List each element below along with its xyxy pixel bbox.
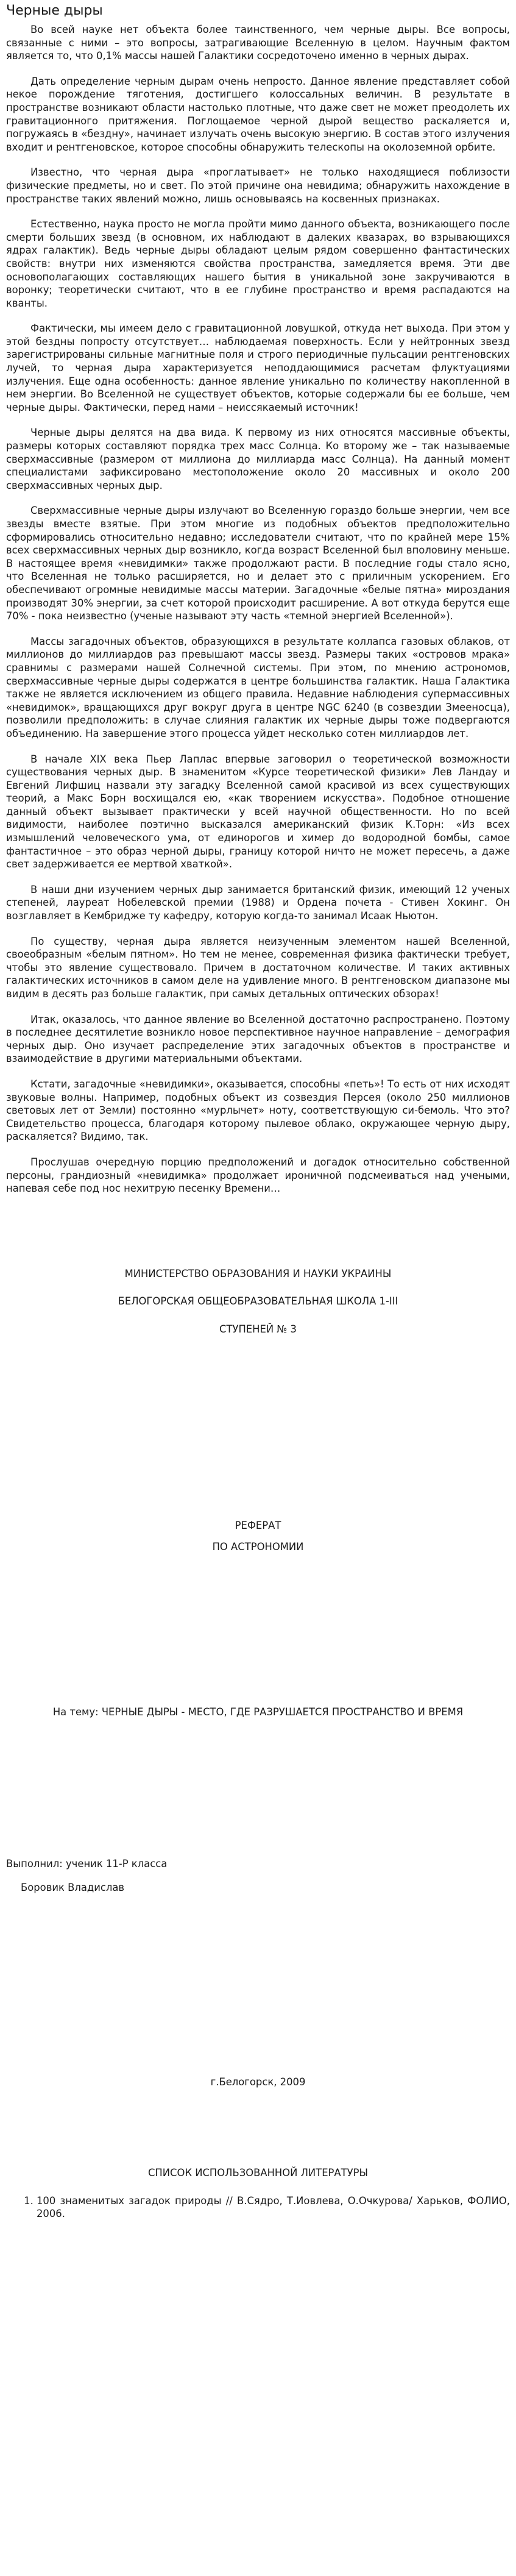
paragraph: По существу, черная дыра является неизученным элементом нашей Вселенной, своеобразным «белым пятном». Но тем не менее, современная физика фактически требует, чтобы это явление существовало. Причем в достаточном количестве. И таких активных галактических источников в самом деле на удивление много. В рентгеновском диапазоне мы видим в десять раз больше галактик, при самых детальных оптических обзорах! [6,935,510,1000]
report-heading [6,1519,510,1554]
author-line: Выполнил: ученик 11-Р класса [6,1857,168,1870]
report-topic: На тему: ЧЕРНЫЕ ДЫРЫ - МЕСТО, ГДЕ РАЗРУШАЕТСЯ ПРОСТРАНСТВО И ВРЕМЯ [52,1706,464,1718]
paragraph: Известно, что черная дыра «проглатывает» не только находящиеся поблизости физические предметы, но и свет. По этой причине она невидима; обнаружить нахождение в пространстве таких явлений можно, лишь основываясь на косвенных признаках. [6,166,510,205]
school-name: БЕЛОГОРСКАЯ ОБЩЕОБРАЗОВАТЕЛЬНАЯ ШКОЛА 1-III [118,1295,398,1308]
article-body [6,23,510,1195]
paragraph: Естественно, наука просто не могла пройти мимо данного объекта, возникающего после смерти больших звезд (в основном, их наблюдают в далеких квазарах, во взрывающихся ядрах галактик). Ведь черные дыры обладают целым рядом совершенно фантастических свойств: внутри них изменяются свойства пространства, замедляется время. Эти две основополагающих составляющих нашего бытия в уникальной зоне закручиваются в воронку; теоретически считают, что в ее глубине пространство и время распадаются на кванты. [6,218,510,309]
paragraph: Кстати, загадочные «невидимки», оказывается, способны «петь»! То есть от них исходят звуковые волны. Например, подобных объект из созвездия Персея (около 250 миллионов световых лет от Земли) постоянно «мурлычет» ноту, соответствующую си-бемоль. Что это? Свидетельство процесса, благодаря которому пылевое облако, окружающее черную дыру, раскаляется? Видимо, так. [6,1078,510,1143]
paragraph: Дать определение черным дырам очень непросто. Данное явление представляет собой некое порождение тяготения, достигшего колоссальных величин. В результате в пространстве возникают области настолько плотные, что даже свет не может преодолеть их гравитационного притяжения. Поглощаемое черной дырой вещество раскаляется и, погружаясь в «бездну», начинает излучать очень высокую энергию. В состав этого излучения входит и рентгеновское, которое способны обнаружить телескопы на околоземной орбите. [6,75,510,153]
paragraph: Массы загадочных объектов, образующихся в результате коллапса газовых облаков, от миллионов до миллиардов раз превышают массы звезд. Размеры таких «островов мрака» сравнимы с размерами нашей Солнечной системы. При этом, по мнению астрономов, сверхмассивные черные дыры содержатся в центре большинства галактик. Наша Галактика также не является исключением из общего правила. Недавние наблюдения супермассивных «невидимок», вращающихся друг вокруг друга в центре NGC 6240 (в созвездии Змееносца), позволили предположить: в случае слияния галактик их черные дыры тоже подвергаются объединению. На завершение этого процесса уйдет несколько сотен миллиардов лет. [6,635,510,739]
paragraph: В наши дни изучением черных дыр занимается британский физик, имеющий 12 ученых степеней, лауреат Нобелевской премии (1988) и Ордена почета - Стивен Хокинг. Он возглавляет в Кембридже ту кафедру, которую когда-то занимал Исаак Ньютон. [6,883,510,922]
title-page-header [6,1267,510,1336]
ministry-name: МИНИСТЕРСТВО ОБРАЗОВАНИЯ И НАУКИ УКРАИНЫ [124,1267,392,1279]
author-block [6,1858,510,1893]
city-year: г.Белогорск, 2009 [210,2076,306,2088]
paragraph: Прослушав очередную порцию предположений и догадок относительно собственной персоны, грандиозный «невидимка» продолжает ироничной подсмеиваться над учеными, напевая себе под нос нехитрую песенку Времени… [6,1156,510,1195]
paragraph: Черные дыры делятся на два вида. К первому из них относятся массивные объекты, размеры которых составляют порядка трех масс Солнца. Ко второму же – так называемые сверхмассивные (размером от миллиона до миллиарда масс Солнца). На данный момент специалистами зафиксировано местоположение около 20 массивных и около 200 сверхмассивных черных дыр. [6,427,510,491]
author-name: Боровик Владислав [21,1881,125,1893]
report-subject: ПО АСТРОНОМИИ [212,1541,304,1553]
paragraph: Во всей науке нет объекта более таинственного, чем черные дыры. Все вопросы, связанные с ними – это вопросы, затрагивающие Вселенную в целом. Научным фактом является то, что 0,1% массы нашей Галактики сосредоточено именно в черных дырах. [6,24,510,62]
paragraph: Итак, оказалось, что данное явление во Вселенной достаточно распространено. Поэтому в последнее десятилетие возникло новое перспективное научное направление – демография черных дыр. Оно изучает распределение этих загадочных объектов в пространстве и взаимодействие в другими материальными объектами. [6,1013,510,1065]
references-list [6,2194,510,2221]
school-level: СТУПЕНЕЙ № 3 [219,1323,297,1335]
paragraph: Фактически, мы имеем дело с гравитационной ловушкой, откуда нет выхода. При этом у этой бездны попросту отсутствует… наблюдаемая поверхность. Если у нейтронных звезд зарегистрированы сильные магнитные поля и строго периодичные пульсации рентгеновских лучей, то черная дыра характеризуется неподдающимися расчетам флуктуациями излучения. Еще одна особенность: данное явление уникально по количеству накопленной в нем энергии. Во Вселенной не существует объектов, которые содержали бы ее больше, чем черные дыры. Фактически, перед нами – неиссякаемый источник! [6,322,510,413]
reference-item: 1. 100 знаменитых загадок природы // В.Сядро, Т.Иовлева, О.Очкурова/ Харьков, ФОЛИО, 2006. [37,2194,510,2221]
document-title: Черные дыры [6,3,103,18]
references-title: СПИСОК ИСПОЛЬЗОВАННОЙ ЛИТЕРАТУРЫ [147,2166,368,2179]
paragraph: В начале XIX века Пьер Лаплас впервые заговорил о теоретической возможности существования черных дыр. В знаменитом «Курсе теоретической физики» Лев Ландау и Евгений Лифшиц назвали эту загадку Вселенной самой красивой из всех существующих теорий, а Макс Борн восхищался ею, «как творением искусства». Подобное отношение данный объект вызывает практически у всей научной общественности. Но по всей видимости, наиболее поэтично высказался американский физик К.Торн: «Из всех измышлений человеческого ума, от единорогов и химер до водородной бомбы, самое фантастичное – это образ черной дыры, границу которой ничто не может пересечь, а даже свет задерживается ее мертвой хваткой». [6,753,510,870]
report-label: РЕФЕРАТ [235,1519,281,1531]
paragraph: Сверхмассивные черные дыры излучают во Вселенную гораздо больше энергии, чем все звезды вместе взятые. При этом многие из подобных объектов предположительно сформировались относительно недавно; исследователи считают, что по крайней мере 15% всех сверхмассивных черных дыр возникло, когда возраст Вселенной был вполовину меньше. В настоящее время «невидимки» также продолжают расти. В последние годы стало ясно, что Вселенная не только расширяется, но и делает это с приличным ускорением. Его обеспечивают огромные невидимые массы материи. Загадочные «белые пятна» мироздания производят 30% энергии, за счет которой происходит расширение. А вот откуда берутся еще 70% - пока неизвестно (ученые называют эту часть «темной энергией Вселенной»). [6,505,510,622]
